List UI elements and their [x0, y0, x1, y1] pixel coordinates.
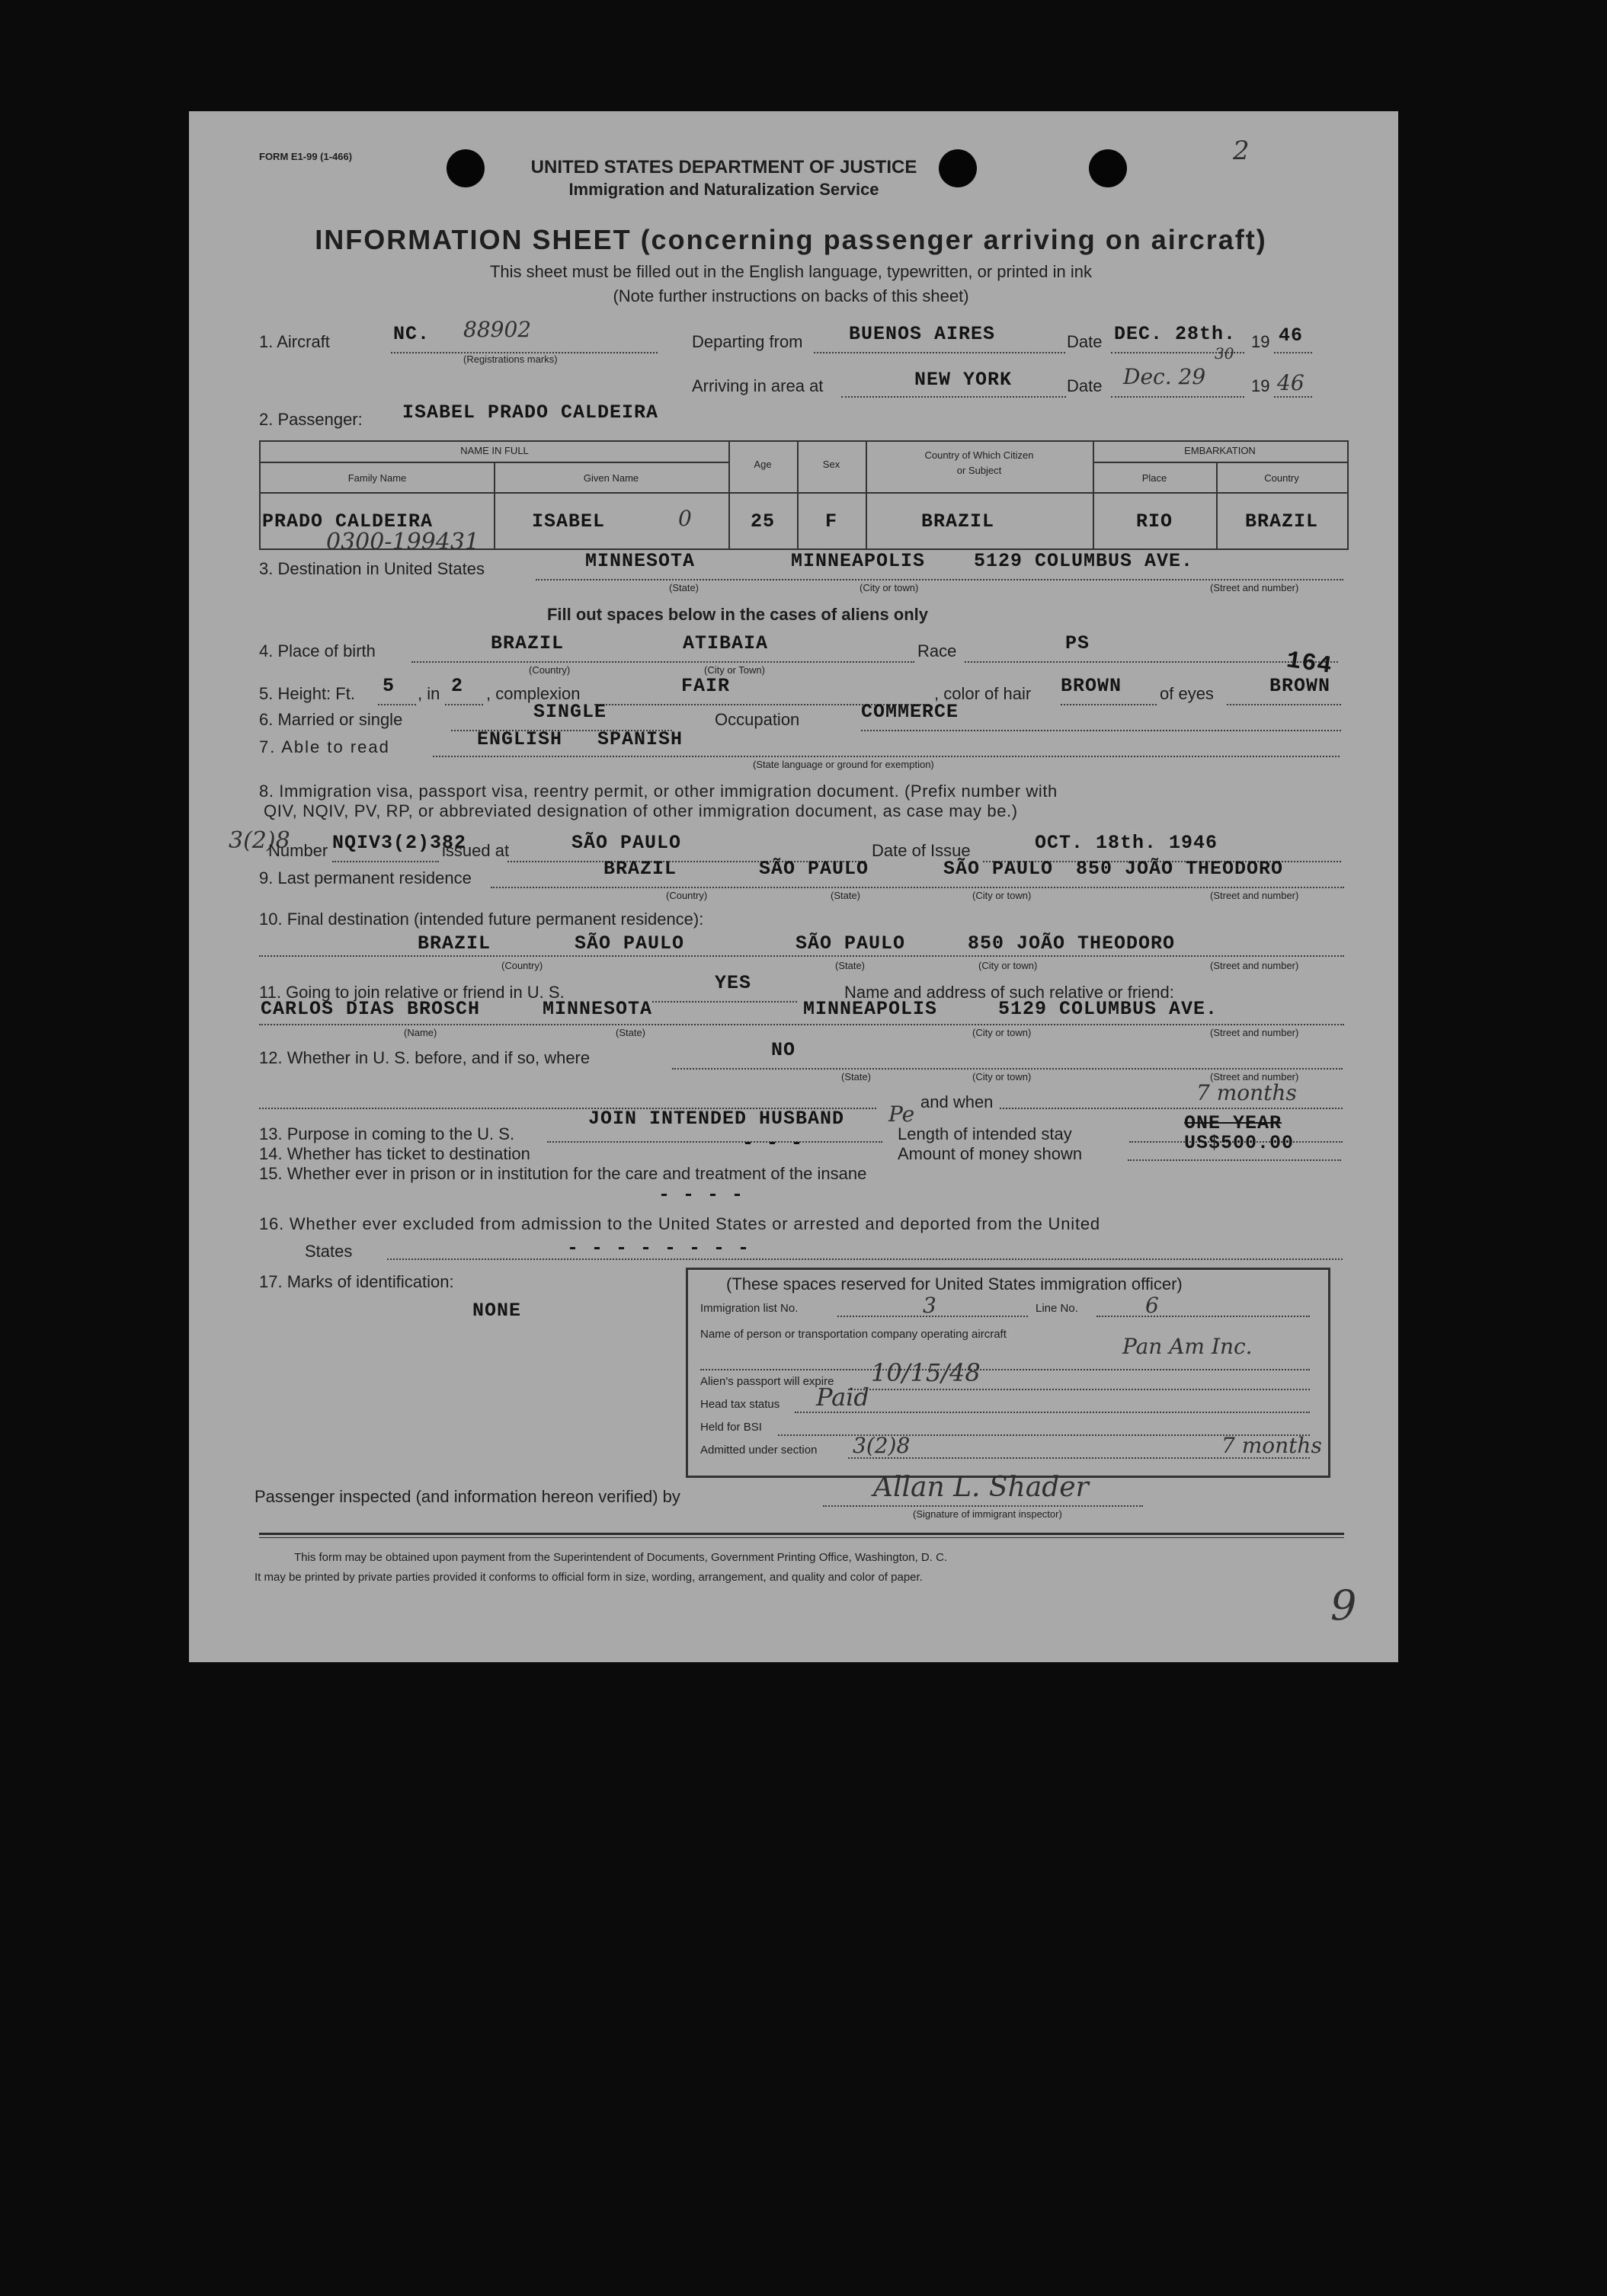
final-destination-label: 10. Final destination (intended future permanent residence): [259, 910, 704, 929]
destination-city-caption: (City or town) [860, 582, 919, 593]
birth-city: ATIBAIA [683, 632, 769, 654]
service-name: Immigration and Naturalization Service [568, 180, 879, 199]
given-name-header: Given Name [583, 472, 639, 484]
embark-country-cell: BRAZIL [1244, 510, 1319, 532]
marks-label: 17. Marks of identification: [259, 1272, 454, 1291]
visa-text-2: QIV, NQIV, PV, RP, or abbreviated designation of other immigration document, as case may be.) [264, 801, 1018, 820]
residence-city-caption: (City or town) [972, 890, 1032, 901]
marital-label: 6. Married or single [259, 710, 403, 729]
relative-state: MINNESOTA [543, 998, 653, 1020]
before-street-caption: (Street and number) [1210, 1071, 1299, 1082]
citizen-cell: BRAZIL [920, 510, 995, 532]
height-in-label: , in [418, 684, 440, 703]
destination-street-caption: (Street and number) [1210, 582, 1299, 593]
section-label: Admitted under section [700, 1444, 818, 1457]
punch-hole-center [939, 149, 977, 187]
given-name-mark: 0 [678, 506, 692, 531]
final-country-caption: (Country) [501, 960, 543, 971]
height-in: 2 [451, 675, 464, 697]
age-cell: 25 [750, 510, 776, 532]
aircraft-registration: 88902 [463, 317, 532, 342]
stay-value: ONE YEAR [1184, 1112, 1282, 1134]
family-name-header: Family Name [347, 472, 407, 484]
prison-value: - - - - [658, 1184, 744, 1206]
inspector-signature: Allan L. Shader [873, 1472, 1089, 1503]
residence-street: 850 JOÃO THEODORO [1076, 858, 1284, 880]
instruction-line: This sheet must be filled out in the English language, typewritten, or printed in ink [489, 262, 1093, 281]
final-country: BRAZIL [418, 932, 491, 955]
residence-state-caption: (State) [831, 890, 861, 901]
birth-label: 4. Place of birth [259, 641, 376, 660]
departure-date: DEC. 28th. [1114, 323, 1237, 345]
company-value: Pan Am Inc. [1122, 1334, 1253, 1359]
ticket-value: - - - [742, 1132, 804, 1154]
passenger-label: 2. Passenger: [259, 410, 363, 429]
visa-number-label: Number [268, 841, 328, 860]
destination-city: MINNEAPOLIS [791, 550, 926, 572]
tax-label: Head tax status [700, 1398, 780, 1411]
ticket-label: 14. Whether has ticket to destination [259, 1144, 530, 1163]
race-value: PS [1065, 632, 1090, 654]
visa-date: OCT. 18th. 1946 [1035, 832, 1218, 854]
footer-line-2: It may be printed by private parties provided it conforms to official form in size, wording, arrangement, and quality and color of paper. [254, 1571, 923, 1584]
page-number: 9 [1330, 1581, 1357, 1629]
footer-rule [259, 1533, 1344, 1535]
departure-date-label: Date [1067, 332, 1103, 351]
marks-value: NONE [472, 1300, 522, 1322]
destination-label: 3. Destination in United States [259, 559, 485, 578]
form-title: INFORMATION SHEET (concerning passenger arriving on aircraft) [315, 224, 1267, 255]
line-label: Line No. [1036, 1302, 1078, 1315]
file-number: 0300-199431 [326, 529, 480, 555]
punch-hole-right [1089, 149, 1127, 187]
before-answer: NO [771, 1039, 796, 1061]
residence-label: 9. Last permanent residence [259, 868, 472, 887]
departing-label: Departing from [692, 332, 803, 351]
occupation-value: COMMERCE [861, 701, 959, 723]
departing-from: BUENOS AIRES [849, 323, 996, 345]
before-when-label: and when [920, 1092, 994, 1111]
footer-rule-2 [259, 1537, 1344, 1538]
relative-state-caption: (State) [616, 1027, 646, 1038]
aircraft-prefix: NC. [393, 323, 431, 345]
passenger-name: ISABEL PRADO CALDEIRA [402, 401, 659, 424]
sex-cell: F [824, 510, 838, 532]
money-value: US$500.00 [1184, 1132, 1295, 1154]
line-number: 6 [1145, 1293, 1159, 1318]
form-code: FORM E1-99 (1-466) [259, 151, 353, 162]
months-value: 7 months [1221, 1433, 1322, 1458]
hair-label: , color of hair [934, 684, 1032, 703]
relative-name-caption: (Name) [404, 1027, 437, 1038]
country-header: Country [1264, 472, 1299, 484]
prison-label: 15. Whether ever in prison or in institution for the care and treatment of the insane [259, 1164, 867, 1183]
registration-caption: (Registrations marks) [463, 353, 558, 365]
complexion-value: FAIR [681, 675, 731, 697]
excluded-label-2: States [305, 1242, 353, 1261]
place-header: Place [1141, 472, 1167, 484]
visa-text-1: 8. Immigration visa, passport visa, reentry permit, or other immigration document. (Prefix number with [259, 782, 1058, 801]
name-in-full-header: NAME IN FULL [460, 445, 529, 456]
eyes-label: of eyes [1160, 684, 1214, 703]
before-state-caption: (State) [841, 1071, 872, 1082]
visa-date-label: Date of Issue [872, 841, 971, 860]
destination-state-caption: (State) [669, 582, 699, 593]
destination-state: MINNESOTA [585, 550, 696, 572]
birth-city-caption: (City or Town) [704, 664, 765, 676]
officer-reserved-box [686, 1268, 1330, 1478]
eyes-value: BROWN [1269, 675, 1331, 697]
residence-city: SÃO PAULO [943, 858, 1054, 880]
read-value: ENGLISH SPANISH [477, 728, 683, 750]
relative-answer: YES [715, 972, 752, 994]
race-label: Race [917, 641, 957, 660]
excluded-value: - - - - - - - - [567, 1237, 751, 1259]
arrival-year-label: 19 [1251, 376, 1270, 395]
footer-line-1: This form may be obtained upon payment from the Superintendent of Documents, Government Printing Office, Washington, D. C. [294, 1551, 948, 1564]
citizen-header-2: or Subject [956, 465, 1002, 476]
purpose-mark: Pe [888, 1102, 915, 1127]
residence-street-caption: (Street and number) [1210, 890, 1299, 901]
excluded-label: 16. Whether ever excluded from admission to the United States or arrested and deported from the United [259, 1214, 1100, 1233]
occupation-label: Occupation [715, 710, 800, 729]
residence-country: BRAZIL [603, 858, 677, 880]
read-label: 7. Able to read [259, 737, 390, 756]
final-city: SÃO PAULO [795, 932, 906, 955]
residence-state: SÃO PAULO [759, 858, 869, 880]
arrival-date-label: Date [1067, 376, 1103, 395]
relative-street: 5129 COLUMBUS AVE. [998, 998, 1218, 1020]
departure-year: 46 [1279, 325, 1304, 347]
arrival-date-correction: 30 [1215, 344, 1234, 363]
final-street-caption: (Street and number) [1210, 960, 1299, 971]
aliens-note: Fill out spaces below in the cases of aliens only [546, 605, 929, 624]
corner-mark: 2 [1233, 136, 1250, 166]
relative-name-label: Name and address of such relative or friend: [844, 983, 1174, 1002]
instruction-note: (Note further instructions on backs of this sheet) [613, 286, 969, 305]
signature-caption: (Signature of immigrant inspector) [913, 1508, 1062, 1520]
sex-header: Sex [822, 459, 840, 470]
before-label: 12. Whether in U. S. before, and if so, where [259, 1048, 591, 1067]
inspected-label: Passenger inspected (and information hereon verified) by [254, 1487, 680, 1506]
arriving-label: Arriving in area at [692, 376, 824, 395]
margin-number: 164 [1284, 645, 1334, 681]
stay-handwritten: 7 months [1196, 1080, 1297, 1105]
stay-label: Length of intended stay [898, 1124, 1072, 1143]
relative-label: 11. Going to join relative or friend in U. S. [259, 983, 565, 1002]
relative-street-caption: (Street and number) [1210, 1027, 1299, 1038]
list-label: Immigration list No. [700, 1302, 799, 1315]
relative-city-caption: (City or town) [972, 1027, 1032, 1038]
relative-name: CARLOS DIAS BROSCH [261, 998, 481, 1020]
arrival-date: Dec. 29 [1123, 364, 1206, 389]
passport-label: Alien's passport will expire [700, 1375, 834, 1388]
purpose-value: JOIN INTENDED HUSBAND [588, 1108, 845, 1130]
passport-value: 10/15/48 [871, 1358, 981, 1387]
embark-place-cell: RIO [1135, 510, 1173, 532]
complexion-label: , complexion [486, 684, 581, 703]
final-state: SÃO PAULO [575, 932, 685, 955]
agency-name: UNITED STATES DEPARTMENT OF JUSTICE [530, 157, 917, 177]
visa-margin-note: 3(2)8 [229, 827, 290, 854]
given-name-cell: ISABEL [532, 510, 606, 532]
bsi-label: Held for BSI [700, 1421, 762, 1434]
residence-country-caption: (Country) [666, 890, 708, 901]
final-street: 850 JOÃO THEODORO [968, 932, 1176, 955]
height-label: 5. Height: Ft. [259, 684, 355, 703]
citizen-header: Country of Which Citizen [924, 449, 1034, 461]
final-city-caption: (City or town) [978, 960, 1038, 971]
section-value: 3(2)8 [853, 1433, 911, 1458]
final-state-caption: (State) [835, 960, 866, 971]
visa-issued-at: SÃO PAULO [571, 832, 682, 854]
height-ft: 5 [383, 675, 395, 697]
visa-number: NQIV3(2)382 [332, 832, 467, 854]
read-caption: (State language or ground for exemption) [753, 759, 934, 770]
before-city-caption: (City or town) [972, 1071, 1032, 1082]
family-name-cell: PRADO CALDEIRA [262, 510, 434, 532]
purpose-label: 13. Purpose in coming to the U. S. [259, 1124, 515, 1143]
birth-country-caption: (Country) [529, 664, 571, 676]
embarkation-header: EMBARKATION [1184, 445, 1256, 456]
money-label: Amount of money shown [898, 1144, 1083, 1163]
relative-city: MINNEAPOLIS [803, 998, 938, 1020]
list-number: 3 [923, 1293, 936, 1318]
age-header: Age [754, 459, 772, 470]
destination-street: 5129 COLUMBUS AVE. [974, 550, 1194, 572]
arriving-area: NEW YORK [914, 369, 1013, 391]
hair-value: BROWN [1061, 675, 1122, 697]
visa-issued-label: issued at [442, 841, 510, 860]
tax-value: Paid [816, 1383, 869, 1412]
information-sheet [189, 111, 1398, 1662]
departure-year-label: 19 [1251, 332, 1270, 351]
marital-value: SINGLE [533, 701, 607, 723]
company-label: Name of person or transportation company operating aircraft [700, 1328, 1007, 1341]
punch-hole-left [447, 149, 485, 187]
birth-country: BRAZIL [491, 632, 565, 654]
arrival-year: 46 [1277, 370, 1304, 395]
reserved-header: (These spaces reserved for United States immigration officer) [726, 1274, 1183, 1293]
aircraft-label: 1. Aircraft [259, 332, 330, 351]
